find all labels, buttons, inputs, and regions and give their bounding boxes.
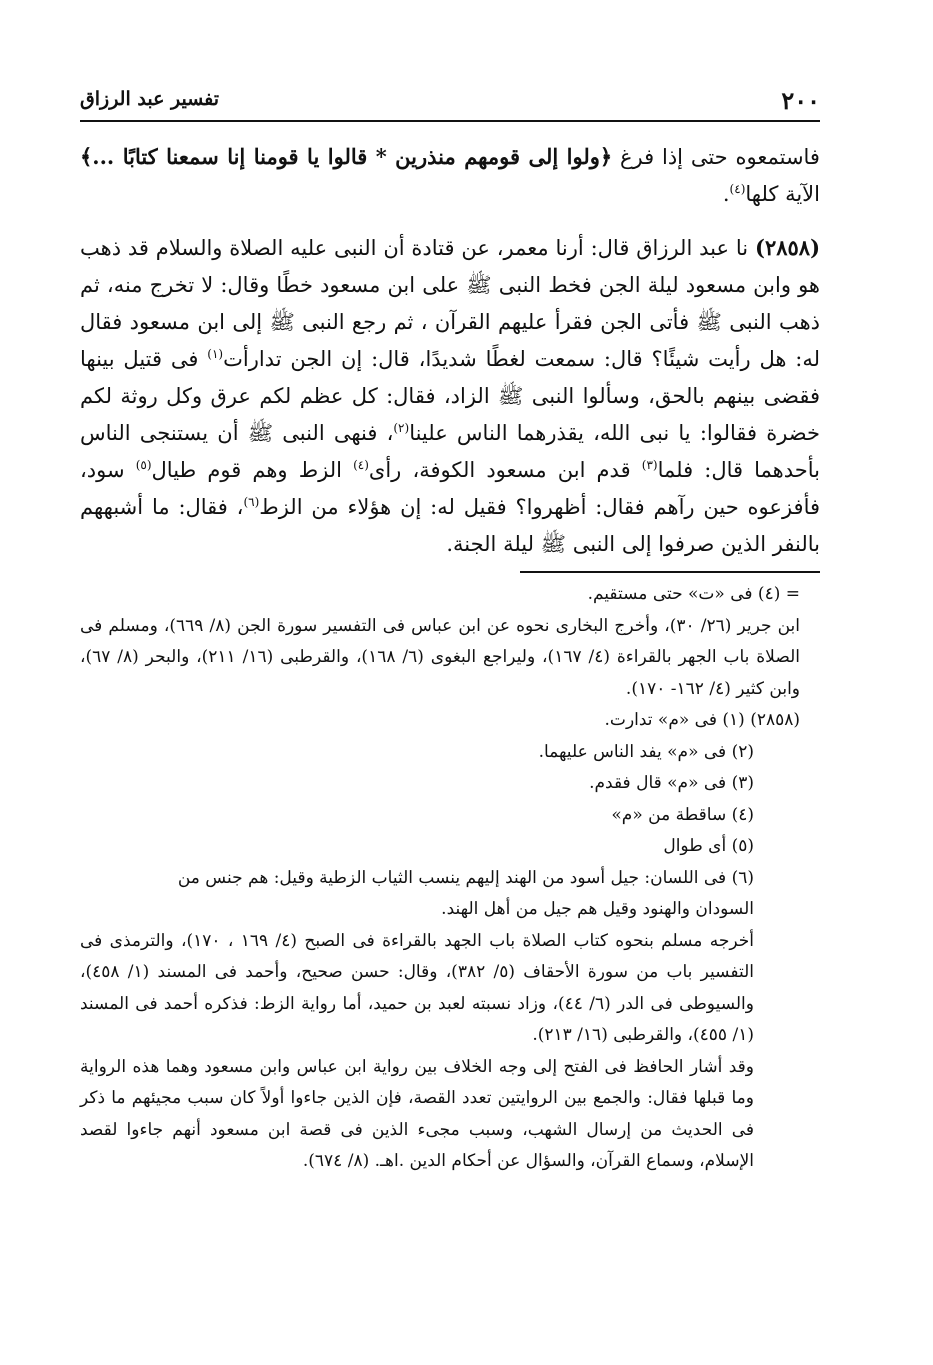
footnote-marker: (١) xyxy=(207,347,224,361)
hadith-text: ، فنهى النبى ﷺ أن يستنجى الناس بأحدهما قال: فلما xyxy=(80,421,821,482)
page-number: ٢٠٠ xyxy=(781,86,820,115)
footnotes xyxy=(80,579,800,1178)
quran-verse: ﴿ولوا إلى قومهم منذرين * قالوا يا قومنا إنا سمعنا كتابًا ...﴾ xyxy=(80,144,613,169)
footnote-divider xyxy=(520,571,820,573)
footnote-6-continuation: السودان والهنود وقيل هم جيل من أهل الهند. xyxy=(441,899,754,919)
footnote-3: (٣) فى «م» قال فقدم. xyxy=(589,773,754,793)
page xyxy=(80,80,820,1178)
hadith-text: فى قتيل بينها فقضى بينهم بالحق، وسألوا النبى ﷺ الزاد، فقال: كل عظم لكم عرق وكل روثة لكم خضرة فقالوا: يا نبى الله، يقذرهما الناس علينا xyxy=(80,347,820,445)
hadith-paragraph xyxy=(80,229,820,563)
hadith-text: الزط وهم قوم طيال xyxy=(151,458,354,482)
commentary-note: وقد أشار الحافظ فى الفتح إلى وجه الخلاف بين رواية ابن عباس وابن مسعود وهما هذه الرواية وما قبلها فقال: والجمع بين الروايتين تعدد القصة، فإن الذين جاءوا أولاً كان سبب مجيئهم ما ذكر فى الحديث من إرسال الشهب، وسبب مجىء الذين فى قصة ابن مسعود أنهم جاءوا لقصد الإسلام، وسماع القرآن، والسؤال عن أحكام الدين .اهـ. (٨/ ٦٧٤). xyxy=(80,1056,754,1171)
carry-over-note: = (٤) فى «ت» حتى مستقيم. xyxy=(587,584,800,604)
footnote-marker: (٣) xyxy=(641,458,658,472)
main-text xyxy=(80,138,820,563)
footnote-marker: (٥) xyxy=(135,458,152,472)
footnote-hadith-label: (٢٨٥٨) xyxy=(750,710,800,730)
page-header xyxy=(80,80,820,122)
intro-paragraph xyxy=(80,138,820,213)
footnote-marker: (٢) xyxy=(393,421,410,435)
footnote-marker: (٤) xyxy=(729,182,746,196)
takhrij-references: أخرجه مسلم بنحوه كتاب الصلاة باب الجهد بالقراءة فى الصبح (٤/ ١٦٩ ، ١٧٠)، والترمذى فى التفسير باب من سورة الأحقاف (٥/ ٣٨٢)، وقال: حسن صحيح، وأحمد فى المسند (١/ ٤٥٨)، والسيوطى فى الدر (٦/ ٤٤)، وزاد نسبته لعبد بن حميد، أما رواية الزط: فذكره أحمد فى المسند (١/ ٤٥٥)، والقرطبى (١٦/ ٢١٣). xyxy=(80,930,754,1045)
footnote-1: (١) فى «م» تدارت. xyxy=(604,710,745,730)
footnote-5: (٥) أى طوال xyxy=(663,836,754,856)
intro-end: . xyxy=(722,182,730,206)
hadith-text: ، فقال: ما أشبههم بالنفر الذين صرفوا إلى النبى ﷺ ليلة الجنة. xyxy=(80,495,820,556)
carry-over-references: ابن جرير (٢٦/ ٣٠)، وأخرج البخارى نحوه عن ابن عباس فى التفسير سورة الجن (٨/ ٦٦٩)، ومسلم فى الصلاة باب الجهر بالقراءة (٤/ ١٦٧)، وليراجع البغوى (٦/ ١٦٨)، والقرطبى (١٦/ ٢١١)، والبحر (٨/ ٦٧)، وابن كثير (٤/ ١٦٢- ١٧٠). xyxy=(80,615,800,699)
running-title: تفسير عبد الرزاق xyxy=(80,88,220,110)
footnote-marker: (٤) xyxy=(353,458,369,472)
footnote-6 xyxy=(80,863,754,926)
hadith-text: سود، فأفزعوه حين رآهم فقال: أظهروا؟ فقيل له: إن هؤلاء من الزط xyxy=(80,458,821,519)
intro-continuation: الآية كلها xyxy=(745,182,820,206)
hadith-text: قدم ابن مسعود الكوفة، رأى xyxy=(368,458,642,482)
footnote-4: (٤) ساقطة من «م» xyxy=(611,804,754,825)
hadith-number: (٢٨٥٨) xyxy=(755,235,820,260)
footnote-2: (٢) فى «م» يفد الناس عليهما. xyxy=(538,741,754,762)
intro-text: فاستمعوه حتى إذا فرغ xyxy=(620,145,820,169)
footnote-marker: (٦) xyxy=(243,495,260,509)
footnote-group xyxy=(80,705,800,737)
hadith-text: نا عبد الرزاق قال: أرنا معمر، عن قتادة أن النبى عليه الصلاة والسلام قد ذهب هو وابن مسعود ليلة الجن فخط النبى ﷺ على ابن مسعود خطًا وقال: لا تخرج منه، ثم ذهب النبى ﷺ فأتى الجن فقرأ عليهم القرآن ، ثم رجع النبى ﷺ إلى ابن مسعود فقال له: هل رأيت شيئًا؟ قال: سمعت لغطًا شديدًا، قال: إن الجن تدارأت xyxy=(80,236,821,371)
footnote-6-text: (٦) فى اللسان: جيل أسود من الهند إليهم ينسب الثياب الزطية وقيل: هم جنس من xyxy=(177,867,754,888)
